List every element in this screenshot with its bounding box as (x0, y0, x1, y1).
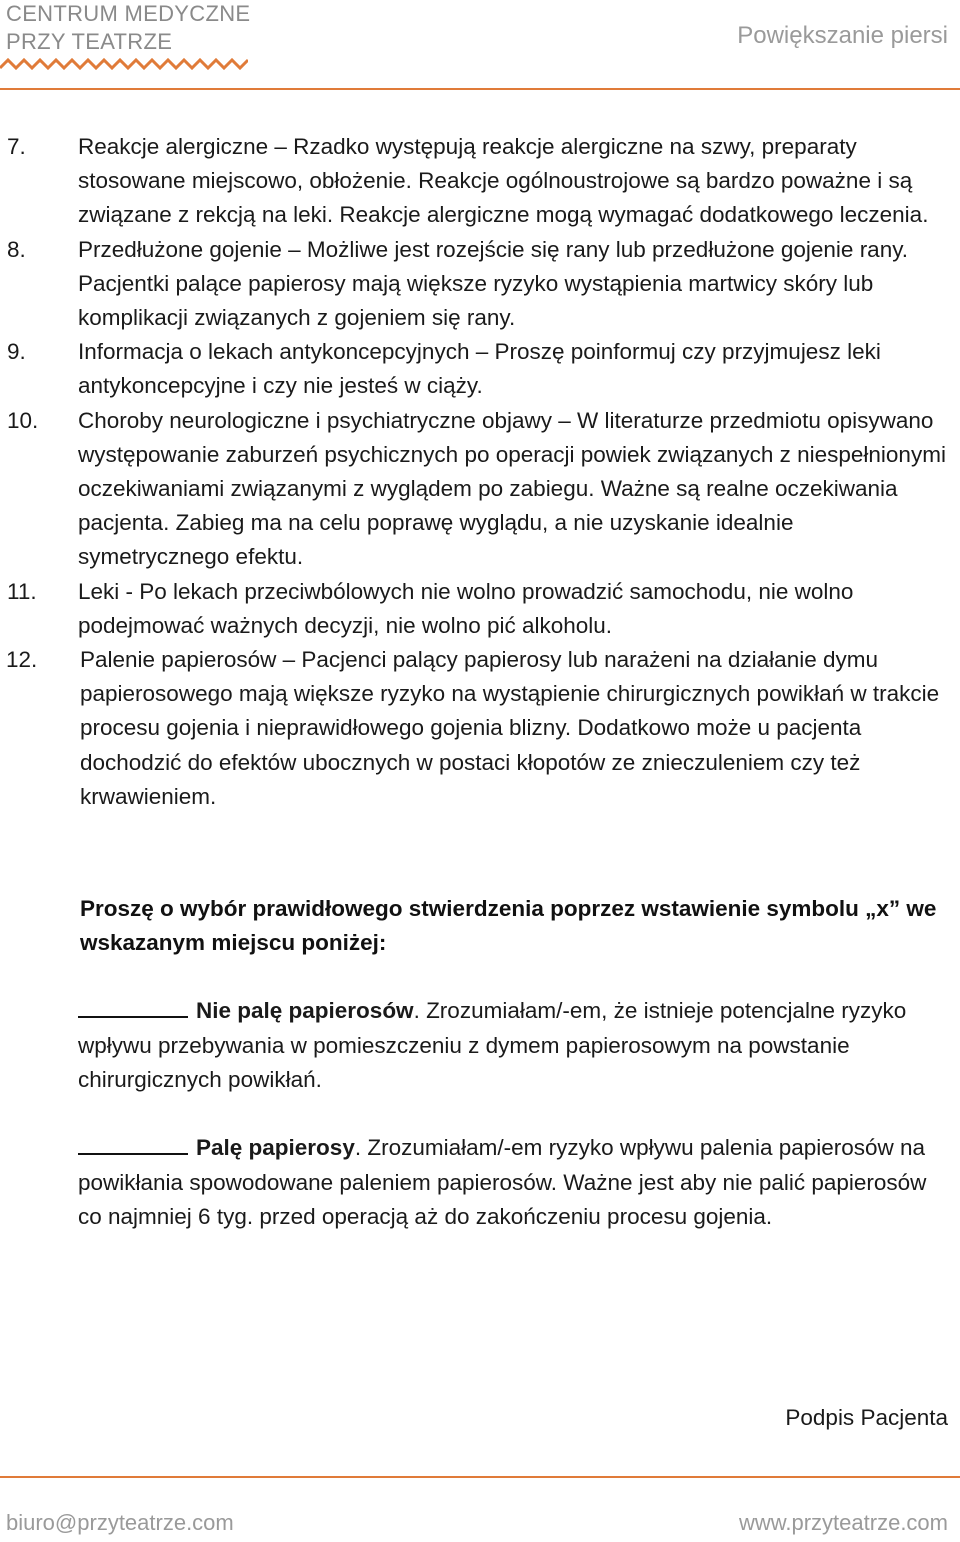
item-text: Informacja o lekach antykoncepcyjnych – Proszę poinformuj czy przyjmujesz leki antykoncepcyjne i czy nie jesteś w ciąży. (78, 339, 881, 399)
item-text: Przedłużone gojenie – Możliwe jest rozejście się rany lub przedłużone gojenie rany. Pacjentki palące papierosy mają większe ryzyko wystąpienia martwicy skóry lub komplikacji związanych z gojeniem się rany. (78, 236, 909, 331)
option-text: . Zrozumiałam/-em ryzyko wpływu palenia papierosów na powikłania spowodowane paleniem papierosów. Ważne jest aby nie palić papierosów co najmniej 6 tyg. przed operacją aż do zakończeniu procesu gojenia. (78, 1135, 927, 1229)
option-smoker (78, 1131, 948, 1235)
footer-divider (0, 1476, 960, 1478)
option-label: Palę papierosy (196, 1135, 355, 1160)
logo-zigzag-ornament (0, 58, 248, 70)
option-text: . Zrozumiałam/-em, że istnieje potencjalne ryzyko wpływu przebywania w pomieszczeniu z dymem papierosowym na powstanie chirurgicznych powikłań. (78, 998, 907, 1092)
list-item (0, 335, 960, 403)
item-text: Reakcje alergiczne – Rzadko występują reakcje alergiczne na szwy, preparaty stosowane miejscowo, obłożenie. Reakcje ogólnoustrojowe są bardzo poważne i są związane z rekcją na leki. Reakcje alergiczne mogą wymagać dodatkowego leczenia. (78, 134, 929, 228)
list-item (0, 233, 960, 336)
footer-website: www.przyteatrze.com (738, 1510, 948, 1535)
header-divider (0, 88, 960, 90)
patient-signature-label: Podpis Pacjenta (785, 1405, 948, 1430)
selection-instruction: Proszę o wybór prawidłowego stwierdzenia poprzez wstawienie symbolu „x” we wskazanym miejscu poniżej: (80, 896, 937, 955)
item-text: Choroby neurologiczne i psychiatryczne objawy – W literaturze przedmiotu opisywano występowanie zaburzeń psychicznych po operacji powiek związanych z niespełnionymi oczekiwaniami związanymi z wyglądem po zabiegu. Ważne są realne oczekiwania pacjenta. Zabieg ma na celu poprawę wyglądu, a nie uzyskanie idealnie symetrycznego efektu. (78, 407, 946, 570)
list-item (0, 130, 960, 233)
item-number: 9. (7, 339, 26, 365)
item-number: 10. (7, 407, 39, 433)
item-text: Palenie papierosów – Pacjenci palący papierosy lub narażeni na działanie dymu papierosowego mają większe ryzyko na wystąpienie chirurgicznych powikłań w trakcie procesu gojenia i nieprawidłowego gojenia blizny. Dodatkowo może u pacjenta dochodzić do efektów ubocznych w postaci kłopotów ze znieczuleniem czy też krwawieniem. (80, 647, 940, 809)
logo-line-2: PRZY TEATRZE (6, 29, 173, 54)
footer-email: biuro@przyteatrze.com (6, 1510, 234, 1535)
logo-line-1: CENTRUM MEDYCZNE (6, 1, 251, 26)
option-non-smoker (78, 994, 948, 1098)
list-item (0, 575, 960, 643)
item-number: 11. (7, 578, 37, 604)
item-number: 7. (7, 134, 26, 159)
option-label: Nie palę papierosów (196, 998, 414, 1023)
checkmark-blank-line[interactable] (78, 996, 188, 1018)
document-title: Powiększanie piersi (737, 22, 948, 49)
list-item (0, 643, 960, 814)
item-number: 8. (7, 236, 26, 262)
list-item (0, 404, 960, 575)
item-text: Leki - Po lekach przeciwbólowych nie wolno prowadzić samochodu, nie wolno podejmować ważnych decyzji, nie wolno pić alkoholu. (78, 578, 854, 638)
item-number: 12. (6, 647, 38, 673)
clinic-logo (6, 0, 250, 56)
risk-list (0, 130, 960, 814)
checkmark-blank-line[interactable] (78, 1133, 188, 1155)
